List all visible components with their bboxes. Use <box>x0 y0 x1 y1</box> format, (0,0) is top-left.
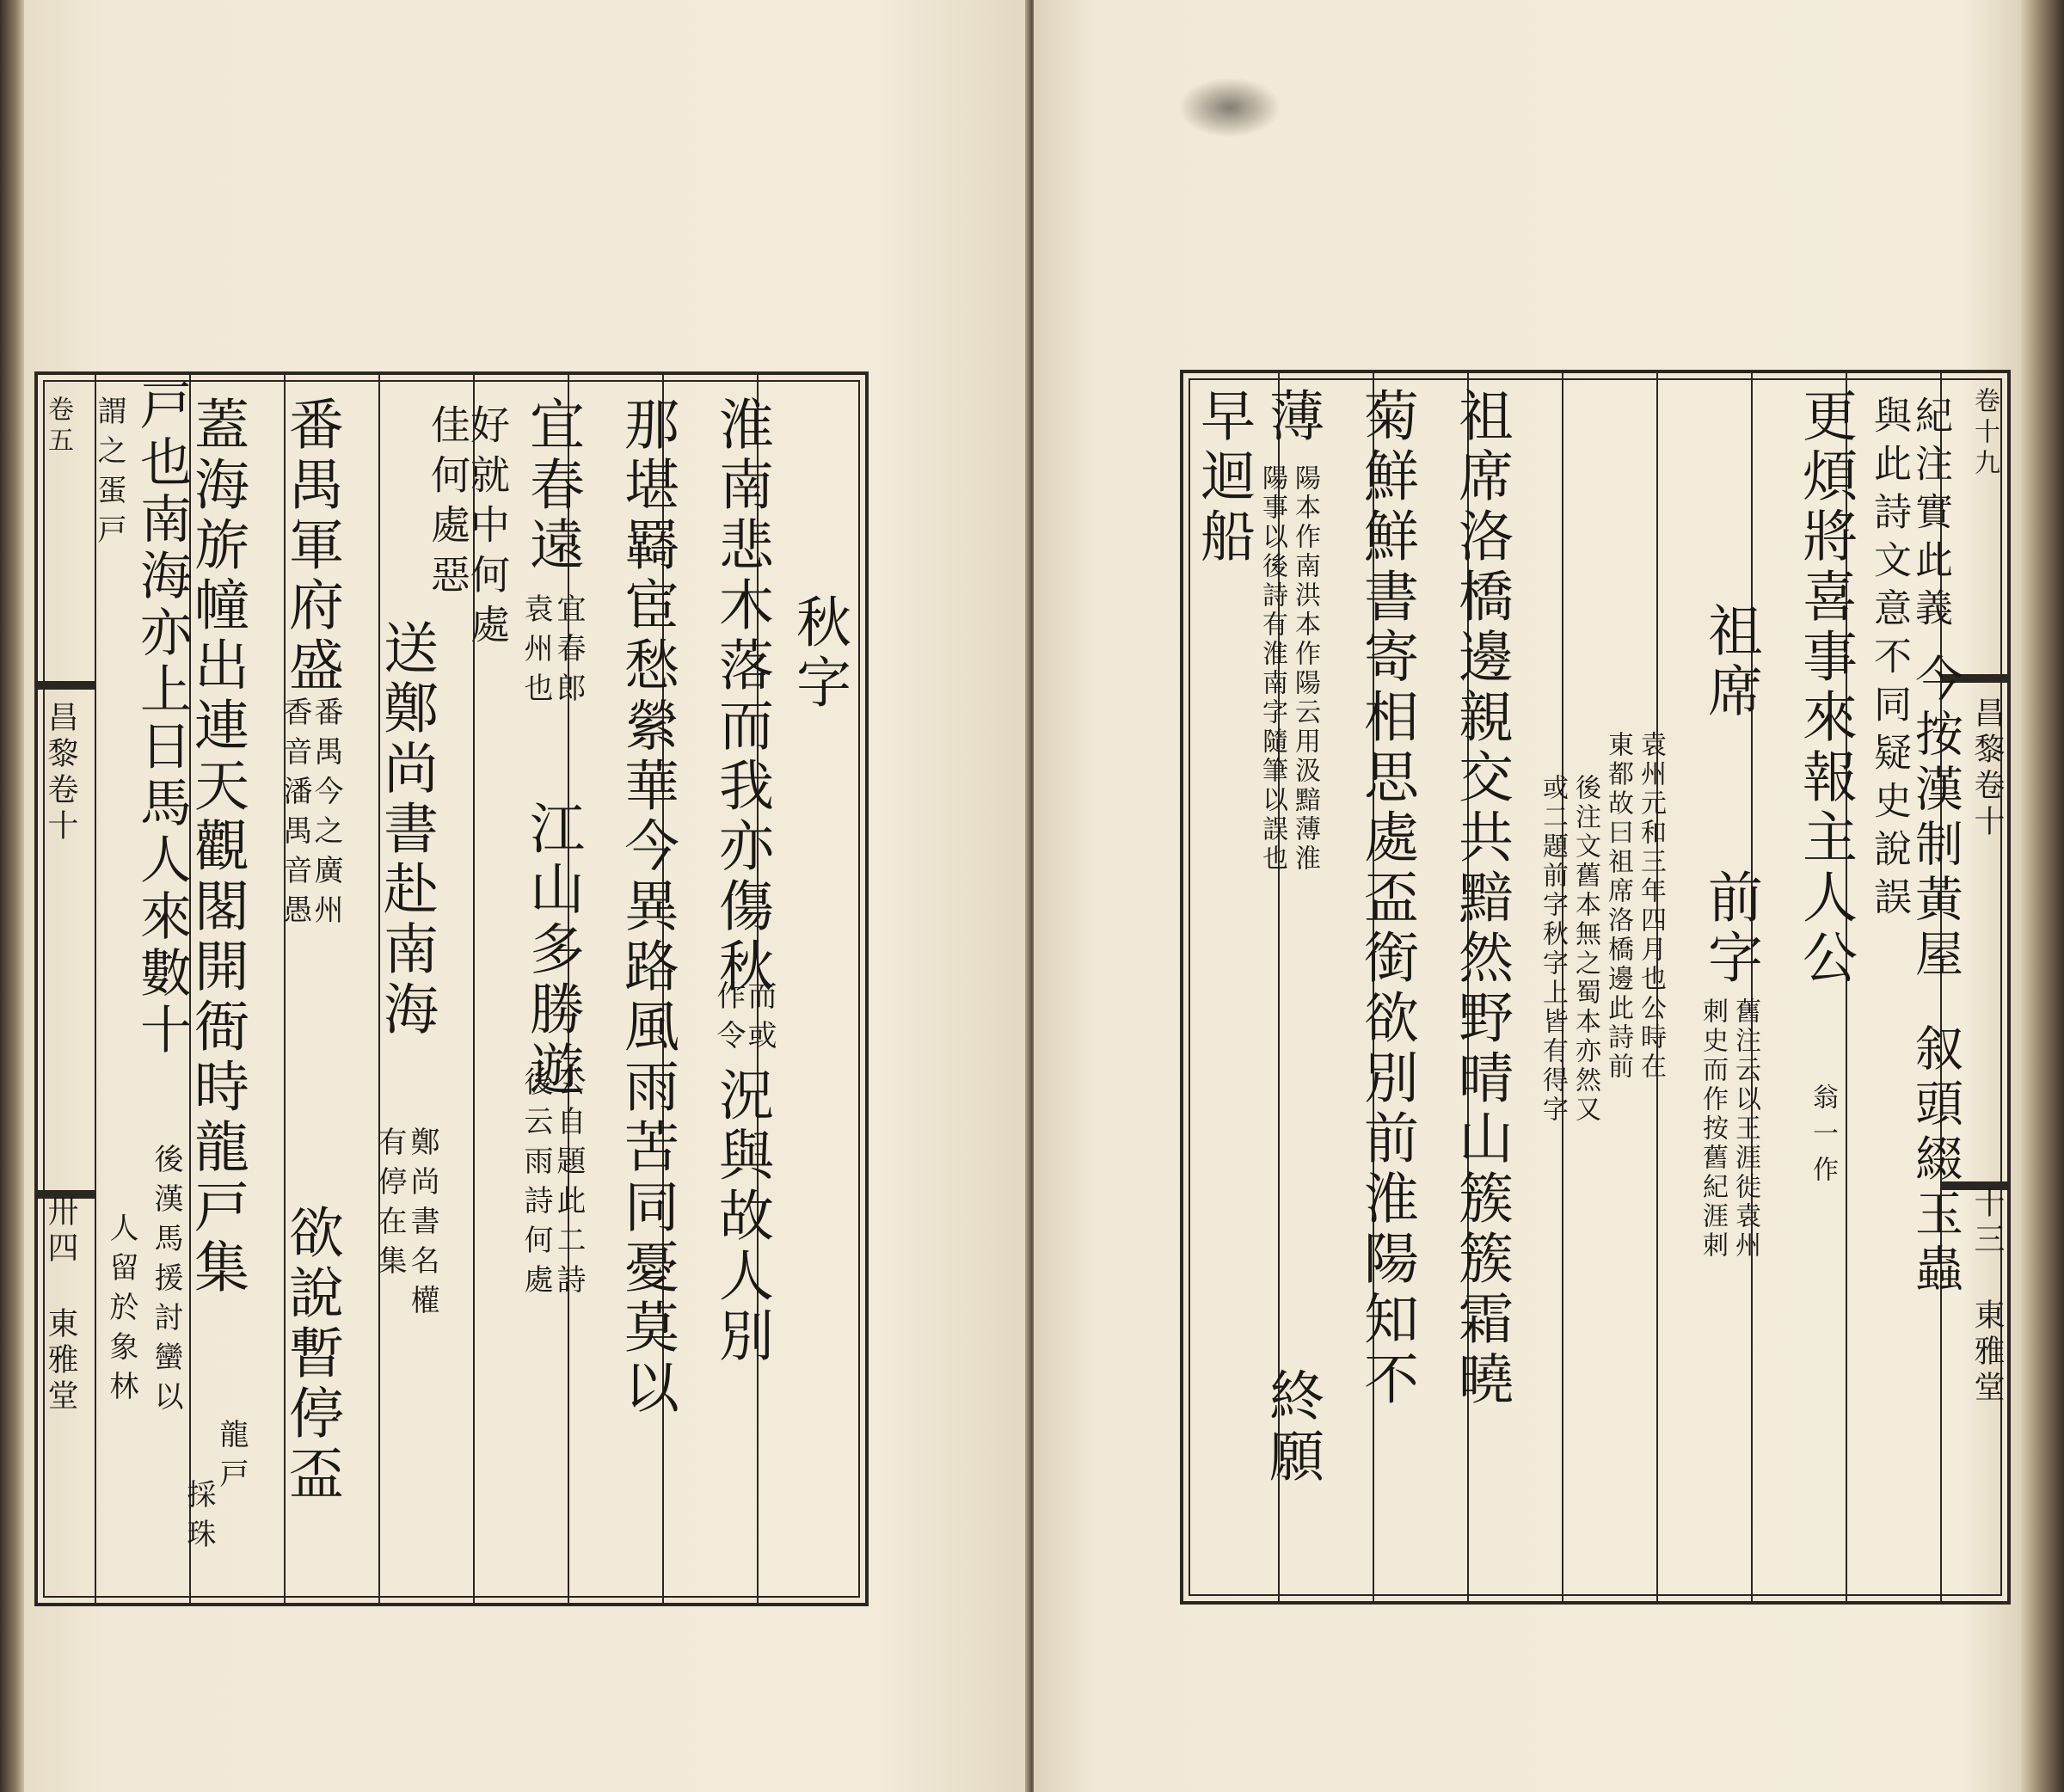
margin-label-middle: 昌黎卷十 <box>1969 697 2005 841</box>
margin-label-page-number: 卅四 <box>43 1195 78 1267</box>
note-column: 後注文舊本無之蜀本亦然又 <box>1570 774 1600 1125</box>
note-column: 宜春郎 <box>551 593 586 712</box>
note-column: 陽事以後詩有淮南字隨筆以誤也 <box>1257 464 1287 874</box>
margin-label-bottom: 東雅堂 <box>43 1307 78 1415</box>
book-edge-left <box>0 0 26 1792</box>
text-column: 那堪羇宦愁縈華今異路風雨苦同憂莫以 <box>615 396 679 1419</box>
note-column: 而或 <box>742 980 777 1059</box>
note-column: 公自題此二詩 <box>551 1066 586 1304</box>
text-column: 宜春遠 <box>520 396 584 576</box>
text-column: 菊鮮鮮書寄相思處盃銜欲別前淮陽知不 <box>1354 387 1418 1410</box>
margin-label-page-number: 十三 <box>1969 1187 2005 1259</box>
note-column: 謂之蛋戸 <box>92 396 126 554</box>
note-column: 採珠 <box>181 1479 216 1558</box>
note-column: 鄭尚書名權 <box>405 1126 439 1324</box>
poem-title: 秋字 <box>787 593 851 714</box>
note-column: 紀注實此義 <box>1908 396 1952 636</box>
text-column: 江山多勝遊 <box>520 800 584 1101</box>
note-column: 刺史而作按舊紀涯刺 <box>1698 997 1728 1261</box>
note-column: 後漢馬援討蠻以 <box>149 1144 183 1421</box>
text-column: 早迴船 <box>1191 387 1255 568</box>
note-column: 人留於象林 <box>104 1212 138 1410</box>
text-column: 蓋海旂幢出連天觀閣開衙時龍戸集 <box>185 396 249 1298</box>
text-column: 欲說暫停盃 <box>280 1204 343 1505</box>
note-column: 叙頭綴玉蟲 <box>1907 1023 1963 1298</box>
note-column: 舊注云以王涯徙袁州 <box>1730 997 1760 1261</box>
note-column: 袁州也 <box>519 593 553 712</box>
text-column: 前字 <box>1698 868 1762 989</box>
note-column: 陽本作南洪本作陽云用汲黯薄淮 <box>1290 464 1320 874</box>
text-column: 更煩將喜事來報主人公 <box>1793 387 1857 989</box>
note-column: 後云雨詩何處 <box>519 1066 553 1304</box>
note-column: 袁州元和三年四月也公時在 <box>1636 731 1666 1082</box>
fishtail-marker <box>38 681 95 690</box>
text-column: 佳何處惡 <box>425 404 471 604</box>
note-column: 翁一作 <box>1808 1083 1838 1192</box>
note-column: 龍戸 <box>214 1419 249 1498</box>
note-column: 與此詩文意不同疑史說誤 <box>1867 396 1911 925</box>
note-column: 有停在集 <box>372 1126 407 1285</box>
text-column: 祖席洛橋邊親交共黯然野晴山簇簇霜曉 <box>1449 387 1513 1410</box>
text-column: 薄 <box>1260 387 1324 447</box>
text-column: 淮南悲木落而我亦傷秋 <box>710 396 773 997</box>
note-column: 或二題前字秋字上皆有得字 <box>1538 774 1568 1125</box>
ink-smudge <box>1178 77 1281 138</box>
column-rule <box>95 375 96 1603</box>
text-column: 終願 <box>1260 1367 1324 1488</box>
book-edge-right <box>2021 0 2064 1792</box>
margin-label-top: 卷五 <box>43 396 73 457</box>
note-column: 作令 <box>711 980 746 1059</box>
margin-label-bottom: 東雅堂 <box>1969 1298 2005 1407</box>
poem-title: 祖席 <box>1698 602 1762 722</box>
text-column: 番禺軍府盛 <box>280 396 343 697</box>
note-column: 東都故曰祖席洛橋邊此詩前 <box>1603 731 1633 1082</box>
margin-label-top: 卷十九 <box>1969 387 2000 480</box>
note-column: 香音潘禺音愚 <box>278 697 312 934</box>
text-column: 況與故人別 <box>710 1066 773 1367</box>
note-column: 番禺今之廣州 <box>309 697 343 934</box>
margin-label-middle: 昌黎卷十 <box>43 701 78 845</box>
text-column: 送鄭尚書赴南海 <box>374 619 438 1040</box>
text-column: 戸也南海亦上日馬人來數十 <box>132 378 192 1059</box>
text-column: 好就中何處 <box>464 404 511 654</box>
note-column: 今按漢制黃屋 <box>1907 654 1963 984</box>
